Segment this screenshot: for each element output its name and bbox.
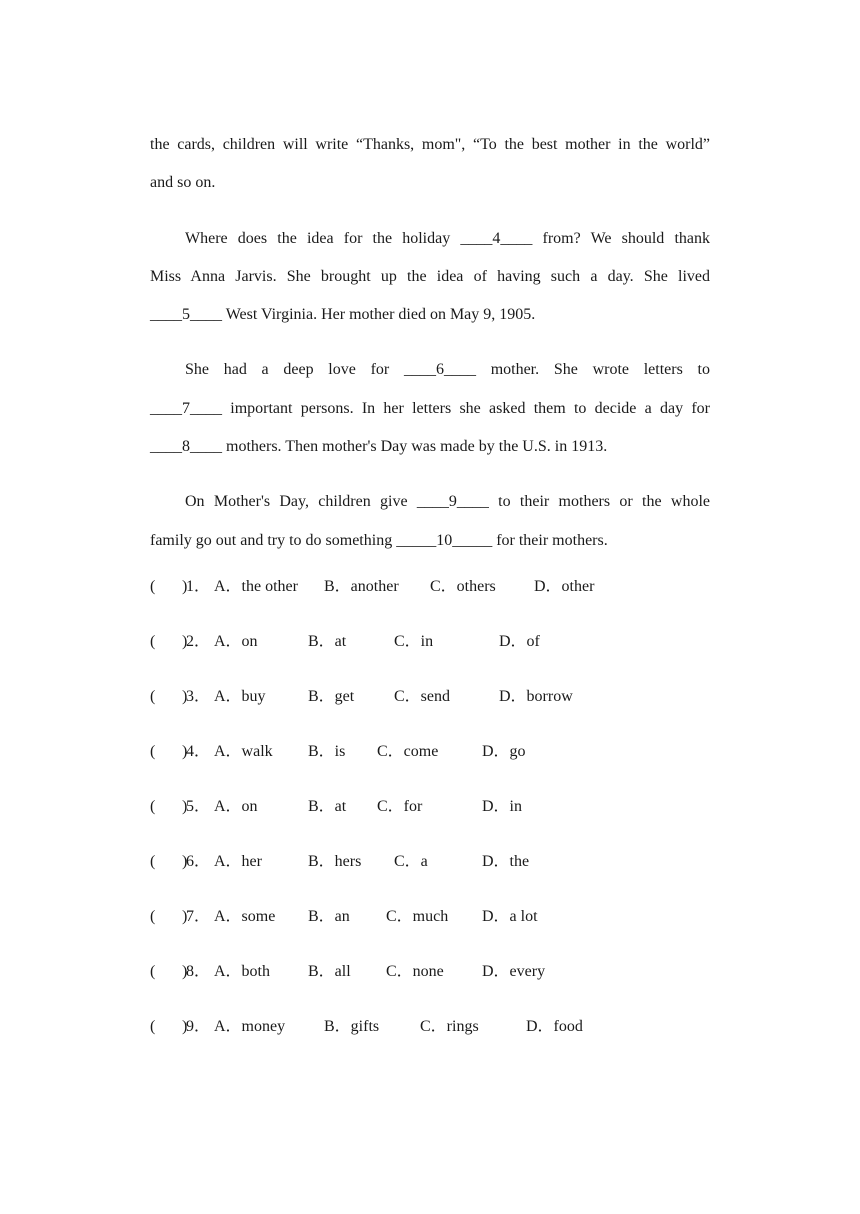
answer-paren-close: ) [182,742,188,760]
answer-paren-close: ) [182,577,188,595]
question-number: 6． [186,852,211,870]
option-c[interactable]: C．rings [420,1017,479,1035]
passage-line: On Mother's Day, children give ____9____ to their mothers or the whole [185,493,710,511]
option-c[interactable]: C．much [386,907,449,925]
option-b[interactable]: B．at [308,632,347,650]
answer-paren-close: ) [182,797,188,815]
question-item [150,687,710,742]
option-b[interactable]: B．is [308,742,346,760]
option-c[interactable]: C．send [394,687,451,705]
answer-paren-open: ( [150,687,156,705]
answer-paren-open: ( [150,962,156,980]
question-number: 7． [186,907,211,925]
option-d[interactable]: D．food [526,1017,583,1035]
question-number: 9． [186,1017,211,1035]
option-d[interactable]: D．a lot [482,907,538,925]
option-a[interactable]: A．her [214,852,262,870]
passage-paragraph-2 [150,220,710,335]
option-d[interactable]: D．the [482,852,530,870]
option-c[interactable]: C．in [394,632,434,650]
answer-paren-open: ( [150,907,156,925]
question-number: 2． [186,632,211,650]
passage-line: and so on. [150,174,216,192]
option-a[interactable]: A．on [214,797,258,815]
passage-line: Miss Anna Jarvis. She brought up the idea of having such a day. She lived [150,267,710,285]
passage-line: ____7____ important persons. In her letters she asked them to decide a day for [150,399,710,417]
answer-paren-open: ( [150,1017,156,1035]
answer-paren-close: ) [182,962,188,980]
passage-line: Where does the idea for the holiday ____4____ from? We should thank [185,229,710,247]
answer-paren-open: ( [150,797,156,815]
option-b[interactable]: B．all [308,962,351,980]
option-d[interactable]: D．other [534,577,595,595]
option-a[interactable]: A．buy [214,687,266,705]
option-b[interactable]: B．hers [308,852,362,870]
question-number: 3． [186,687,211,705]
option-c[interactable]: C．come [377,742,439,760]
option-c[interactable]: C．others [430,577,496,595]
answer-paren-open: ( [150,742,156,760]
option-a[interactable]: A．some [214,907,276,925]
question-item [150,742,710,797]
option-c[interactable]: C．a [394,852,428,870]
option-d[interactable]: D．in [482,797,523,815]
answer-paren-close: ) [182,852,188,870]
option-a[interactable]: A．on [214,632,258,650]
option-d[interactable]: D．every [482,962,546,980]
question-list [150,577,710,1072]
answer-paren-open: ( [150,852,156,870]
option-d[interactable]: D．of [499,632,540,650]
answer-paren-open: ( [150,632,156,650]
answer-paren-open: ( [150,577,156,595]
question-number: 4． [186,742,211,760]
answer-paren-close: ) [182,632,188,650]
passage-line: family go out and try to do something _____10_____ for their mothers. [150,531,608,549]
question-item [150,797,710,852]
option-a[interactable]: A．both [214,962,271,980]
passage-line: the cards, children will write “Thanks, mom", “To the best mother in the world” [150,136,710,153]
option-b[interactable]: B．another [324,577,399,595]
option-a[interactable]: A．walk [214,742,273,760]
option-b[interactable]: B．at [308,797,347,815]
option-b[interactable]: B．gifts [324,1017,380,1035]
option-c[interactable]: C．none [386,962,444,980]
option-d[interactable]: D．go [482,742,526,760]
passage-paragraph-3 [150,351,710,466]
passage-line: She had a deep love for ____6____ mother. She wrote letters to [185,361,710,379]
option-a[interactable]: A．the other [214,577,298,595]
question-item [150,577,710,632]
question-number: 5． [186,797,211,815]
option-b[interactable]: B．an [308,907,350,925]
option-b[interactable]: B．get [308,687,355,705]
option-c[interactable]: C．for [377,797,423,815]
question-item [150,1017,710,1072]
answer-paren-close: ) [182,1017,188,1035]
option-d[interactable]: D．borrow [499,687,573,705]
question-item [150,962,710,1017]
option-a[interactable]: A．money [214,1017,286,1035]
question-item [150,632,710,687]
passage-paragraph-4 [150,483,710,560]
passage-paragraph-1 [150,126,710,203]
question-number: 1． [186,577,211,595]
document-page [150,126,710,1072]
question-item [150,852,710,907]
passage-line: ____8____ mothers. Then mother's Day was made by the U.S. in 1913. [150,438,608,456]
passage-line: ____5____ West Virginia. Her mother died on May 9, 1905. [150,306,536,324]
question-number: 8． [186,962,211,980]
answer-paren-close: ) [182,907,188,925]
answer-paren-close: ) [182,687,188,705]
question-item [150,907,710,962]
